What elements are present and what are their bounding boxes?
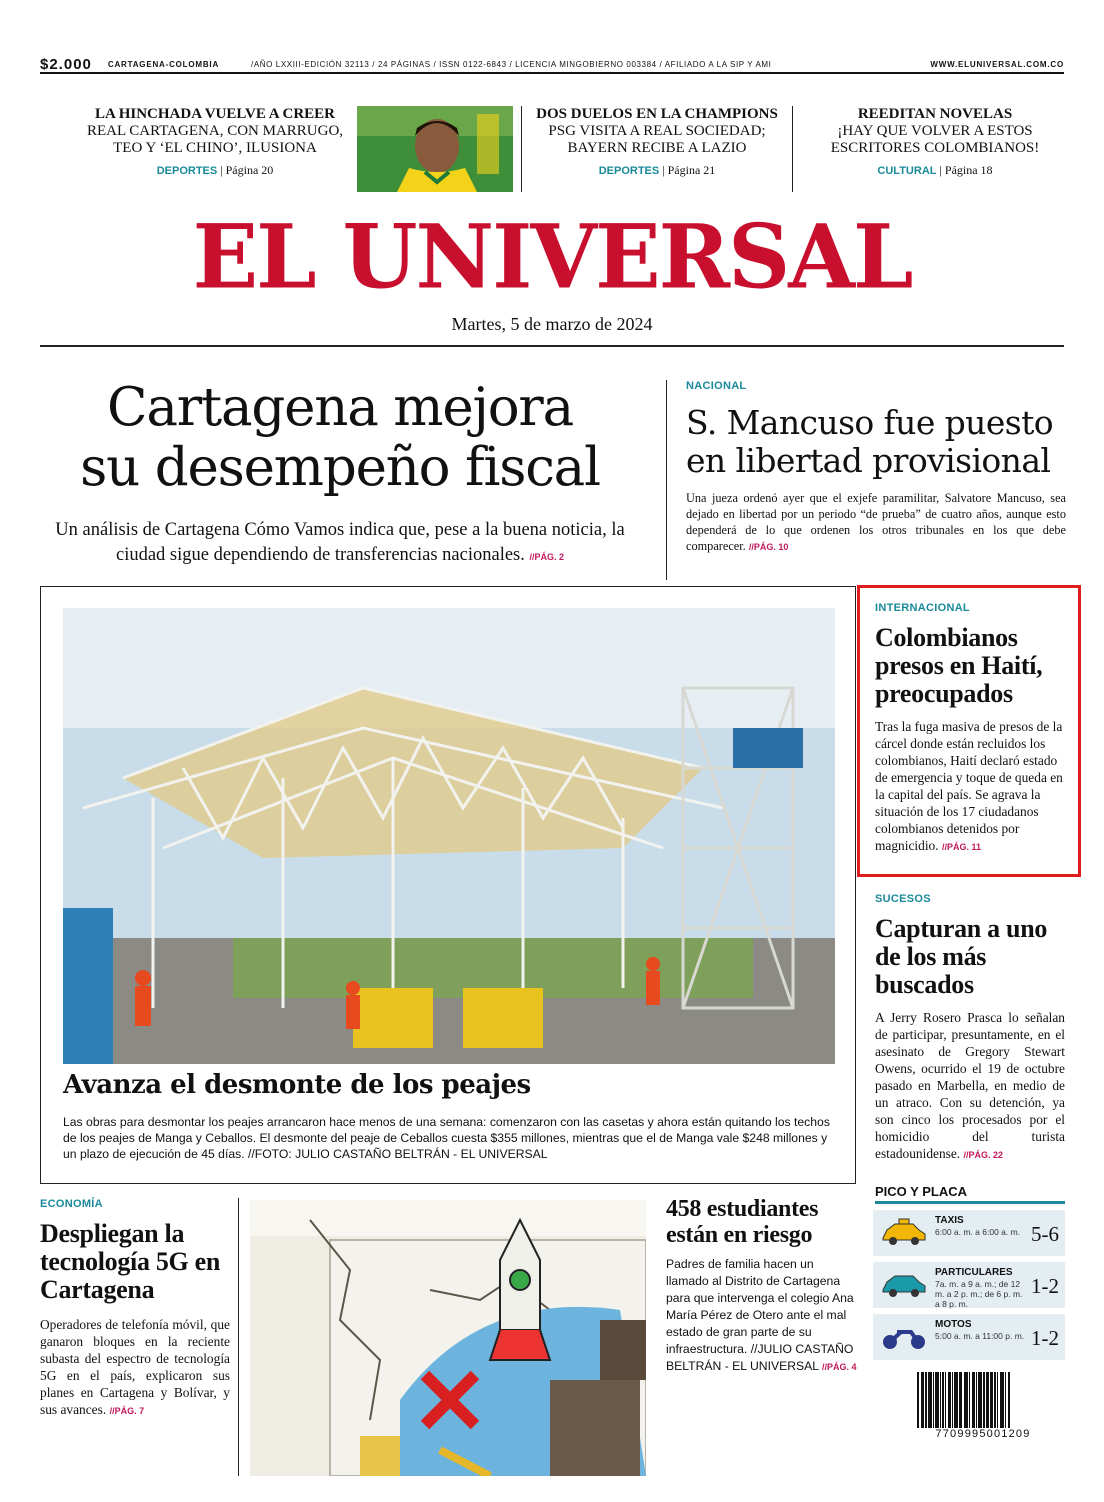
section-kicker: NACIONAL xyxy=(686,380,747,392)
story-headline[interactable]: 458 estudiantes están en riesgo xyxy=(666,1196,819,1248)
teaser-line: TEO Y ‘EL CHINO’, ILUSIONA xyxy=(113,140,317,156)
barcode-bar xyxy=(917,1372,919,1428)
edition-details: /AÑO LXXIII-EDICIÓN 32113 / 24 PÁGINAS / ISSN 0122-6843 / LICENCIA MINGOBIERNO 003384 / AFILIADO A LA SIP Y AMI xyxy=(251,59,772,69)
issue-date: Martes, 5 de marzo de 2024 xyxy=(451,314,653,334)
story-body: Padres de familia hacen un llamado al Distrito de Cartagena para que intervenga el colegio Ana María Pérez de Otero ante el mal estado de gran parte de su infraestructura. //JULIO CASTAÑO BELTRÁN - EL UNIVERSAL //PÁG. 4 xyxy=(666,1257,857,1373)
price: $2.000 xyxy=(40,55,92,73)
teaser-deportes-hinchada[interactable] xyxy=(80,106,350,178)
vehicle-label: PARTICULARES xyxy=(935,1267,1013,1278)
barcode-bar xyxy=(933,1372,934,1428)
barcode-bar xyxy=(925,1372,927,1428)
restricted-digits: 1-2 xyxy=(1031,1326,1059,1350)
story-nacional xyxy=(666,380,1066,580)
masthead-rule xyxy=(40,345,1064,347)
teaser-section-ref: DEPORTES | Página 21 xyxy=(598,163,716,177)
story-headline[interactable]: S. Mancuso fue puesto en libertad provisional xyxy=(686,403,1054,480)
barcode-bar xyxy=(942,1372,944,1428)
lead-headline-line: su desempeño fiscal xyxy=(80,437,600,498)
teaser-section-ref: CULTURAL | Página 18 xyxy=(877,163,993,177)
story-headline[interactable]: Despliegan la tecnología 5G en Cartagena xyxy=(40,1219,221,1304)
teaser-section-ref: DEPORTES | Página 20 xyxy=(156,163,274,177)
teaser-title: REEDITAN NOVELAS xyxy=(857,106,1013,122)
toll-dismantling-photo xyxy=(63,608,835,1064)
barcode-bar xyxy=(1008,1372,1010,1428)
section-kicker: INTERNACIONAL xyxy=(875,602,970,614)
teaser-line: BAYERN RECIBE A LAZIO xyxy=(567,140,747,156)
pico-y-placa-title: PICO Y PLACA xyxy=(875,1184,1065,1204)
story-body: Una jueza ordenó ayer que el exjefe paramilitar, Salvatore Mancuso, sea dejado en libertad por un periodo “de prueba” de cuatro años, aunque esto dependerá de lo que ordenen los otros tribunales en los que debe comparecer. //PÁG. 10 xyxy=(686,491,1066,553)
barcode-bar xyxy=(976,1372,977,1428)
taxi-icon xyxy=(879,1218,929,1248)
story-headline[interactable]: Capturan a uno de los más buscados xyxy=(875,914,1048,999)
barcode-bar xyxy=(1005,1372,1006,1428)
barcode-number: 7709995001209 xyxy=(935,1428,1031,1440)
barcode-bar xyxy=(978,1372,982,1428)
story-economia xyxy=(40,1198,230,1420)
lead-headline[interactable] xyxy=(40,378,640,498)
city-label: CARTAGENA-COLOMBIA xyxy=(107,59,220,69)
barcode-bar xyxy=(935,1372,939,1428)
page-ref[interactable]: //PÁG. 10 xyxy=(748,542,789,552)
lead-summary xyxy=(40,518,640,570)
page-ref[interactable]: //PÁG. 22 xyxy=(963,1150,1004,1160)
restriction-hours: 7a. m. a 9 a. m.; de 12 m. a 2 p. m.; de 6 p. m. a 8 p. m. xyxy=(935,1279,1023,1309)
page-ref[interactable]: //PÁG. 7 xyxy=(109,1406,145,1416)
teaser-title: DOS DUELOS EN LA CHAMPIONS xyxy=(536,106,778,122)
barcode-bar xyxy=(940,1372,941,1428)
barcode-bar xyxy=(928,1372,932,1428)
barcode-bar xyxy=(997,1372,998,1428)
pyp-row-taxis xyxy=(873,1210,1065,1256)
teaser-deportes-champions[interactable] xyxy=(526,106,788,178)
barcode-bar xyxy=(964,1372,968,1428)
caption-text: Las obras para desmontar los peajes arrancaron hace menos de una semana: comenzaron con las casetas y ahora están quitando los techos de los peajes de Manga y Ceballos. El desmonte del peaje de Ceballos cuesta $355 millones, mientras que el de Manga vale $248 millones y un plazo de ejecución de 45 días. xyxy=(63,1115,830,1161)
teaser-divider xyxy=(521,106,522,192)
restriction-hours: 5:00 a. m. a 11:00 p. m. xyxy=(935,1331,1025,1341)
story-body: Operadores de telefonía móvil, que ganaron bloques en la reciente subasta del espectro de tecnología 5G en el país, explicaron sus planes en Cartagena y Bolívar, y sus avances. //PÁG. 7 xyxy=(40,1317,230,1417)
photo-story-caption xyxy=(63,1114,839,1162)
pico-y-placa-panel xyxy=(873,1184,1065,1360)
pyp-row-motos xyxy=(873,1314,1065,1360)
section-kicker: SUCESOS xyxy=(875,893,931,905)
story-internacional xyxy=(857,585,1081,877)
masthead-logo: EL UNIVERSAL xyxy=(192,205,912,309)
barcode-bar xyxy=(952,1372,953,1428)
story-headline[interactable]: Colombianos presos en Haití, preocupados xyxy=(875,623,1043,708)
story-sucesos xyxy=(875,893,1065,1164)
vehicle-label: TAXIS xyxy=(935,1215,964,1226)
barcode-bar xyxy=(954,1372,958,1428)
teaser-line: PSG VISITA A REAL SOCIEDAD; xyxy=(548,123,766,139)
teaser-divider xyxy=(792,106,793,192)
story-body: A Jerry Rosero Prasca lo señalan de participar, presuntamente, en el asesinato de Gregory Stewart Owens, ocurrido el 19 de octubre pasado en Marbella, en medio de un atraco. Con su detención, ya son cinco los procesados por el homicidio del turista estadounidense. //PÁG. 22 xyxy=(875,1010,1065,1161)
section-kicker: ECONOMÍA xyxy=(40,1198,103,1210)
school-wall-photo xyxy=(250,1200,646,1476)
lead-headline-line: Cartagena mejora xyxy=(107,377,573,438)
restricted-digits: 1-2 xyxy=(1031,1274,1059,1298)
teaser-player-photo xyxy=(357,106,513,192)
teaser-line: ¡HAY QUE VOLVER A ESTOS xyxy=(837,123,1033,139)
car-icon xyxy=(879,1270,929,1300)
page-ref[interactable]: //PÁG. 2 xyxy=(529,552,565,562)
barcode-bar xyxy=(959,1372,962,1428)
edition-info-bar xyxy=(40,56,1064,74)
photo-credit: //JULIO CASTAÑO BELTRÁN - EL UNIVERSAL xyxy=(666,1342,854,1373)
vehicle-label: MOTOS xyxy=(935,1319,972,1330)
photo-story-headline[interactable]: Avanza el desmonte de los peajes xyxy=(63,1070,531,1100)
barcode-bar xyxy=(921,1372,924,1428)
restriction-hours: 6:00 a. m. a 6:00 a. m. xyxy=(935,1227,1021,1237)
photo-credit: //FOTO: JULIO CASTAÑO BELTRÁN - EL UNIVERSAL xyxy=(247,1147,548,1161)
barcode-bar xyxy=(969,1372,970,1428)
page-ref[interactable]: //PÁG. 11 xyxy=(941,842,981,852)
barcode-bar xyxy=(1000,1372,1004,1428)
teaser-line: ESCRITORES COLOMBIANOS! xyxy=(830,140,1040,156)
teaser-cultural-novelas[interactable] xyxy=(806,106,1064,178)
barcode-bar xyxy=(983,1372,985,1428)
barcode-bar xyxy=(986,1372,989,1428)
barcode-bar xyxy=(994,1372,996,1428)
story-estudiantes xyxy=(666,1196,858,1376)
barcode xyxy=(913,1372,1053,1428)
page-ref[interactable]: //PÁG. 4 xyxy=(822,1362,857,1372)
pyp-row-particulares xyxy=(873,1262,1065,1308)
story-body: Tras la fuga masiva de presos de la cárcel donde están recluidos los colombianos, Haití declaró estado de emergencia y toque de queda en la capital del país. Se agrava la situación de los 17 ciudadanos colombianos detenidos por magnicidio. //PÁG. 11 xyxy=(875,719,1063,853)
teaser-line: REAL CARTAGENA, CON MARRUGO, xyxy=(86,123,344,139)
barcode-bar xyxy=(945,1372,946,1428)
barcode-bar xyxy=(972,1372,975,1428)
restricted-digits: 5-6 xyxy=(1031,1222,1059,1246)
motorcycle-icon xyxy=(879,1322,929,1352)
lead-summary-text: Un análisis de Cartagena Cómo Vamos indica que, pese a la buena noticia, la ciudad sigue dependiendo de transferencias nacionales. xyxy=(55,520,625,565)
website-link[interactable]: WWW.ELUNIVERSAL.COM.CO xyxy=(930,59,1064,69)
teaser-title: LA HINCHADA VUELVE A CREER xyxy=(94,106,336,122)
barcode-bar xyxy=(990,1372,993,1428)
column-divider xyxy=(238,1198,239,1476)
barcode-bar xyxy=(948,1372,951,1428)
